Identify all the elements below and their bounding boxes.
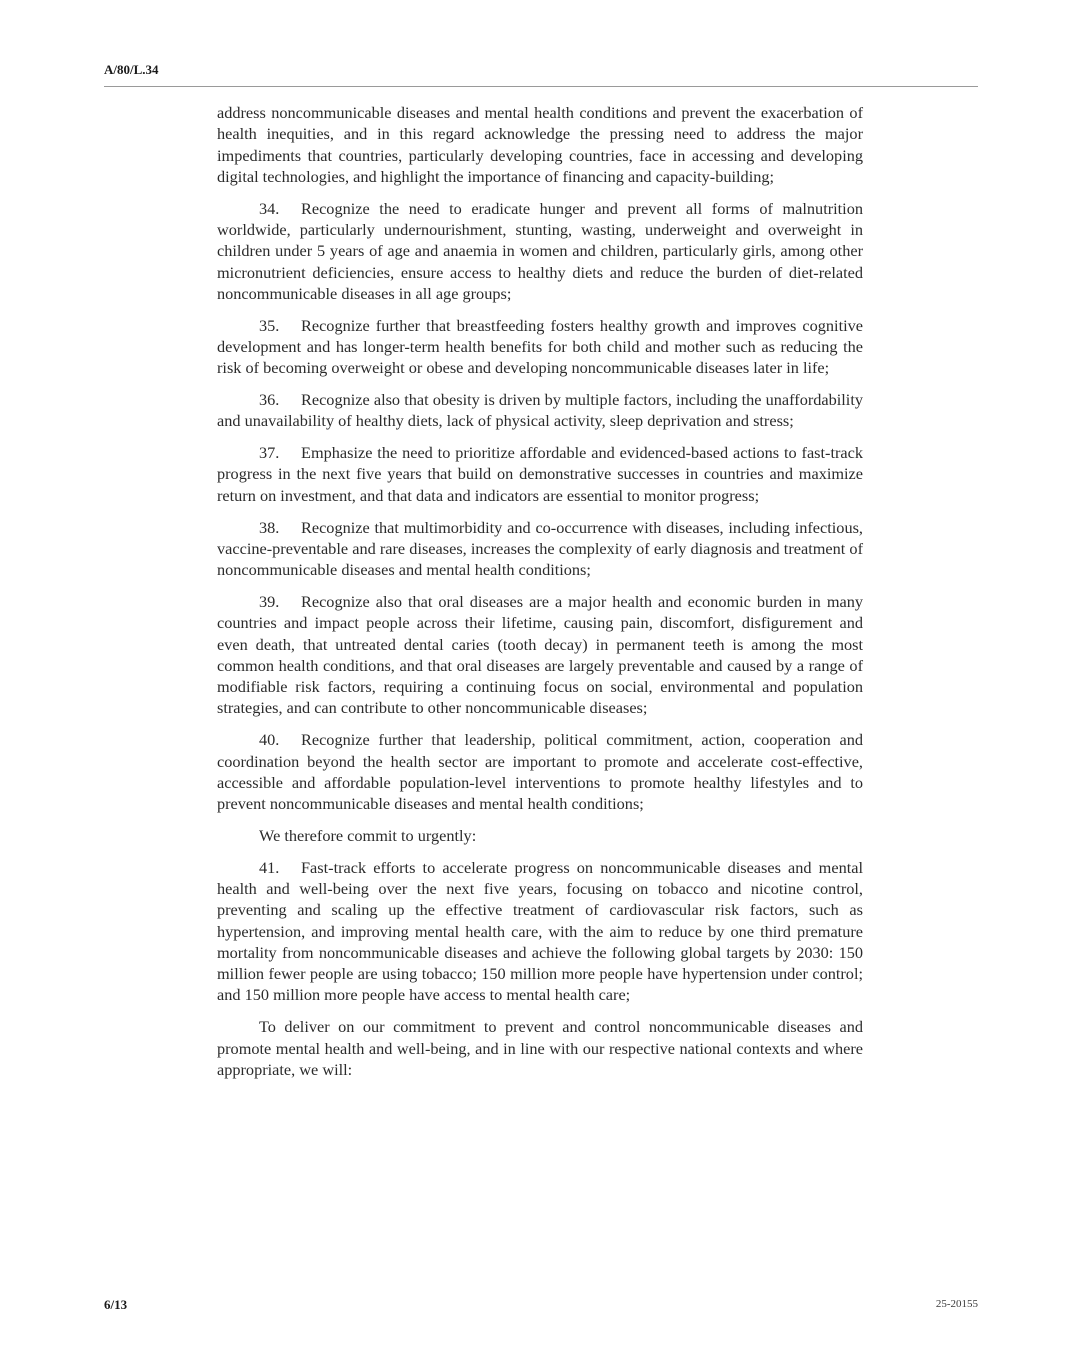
paragraph-35 <box>217 315 863 379</box>
paragraph-number: 34. <box>259 198 280 218</box>
paragraph-number: 39. <box>259 591 280 611</box>
paragraph-number: 37. <box>259 443 280 463</box>
paragraph-39 <box>217 591 863 719</box>
paragraph-number: 41. <box>259 857 280 877</box>
paragraph-text: Emphasize the need to prioritize affordable and evidenced-based actions to fast-track progress in the next five years that build on demonstrative successes in countries and maximize return on investment, and that data and indicators are essential to monitor progress; <box>217 443 863 505</box>
paragraph-36 <box>217 389 863 432</box>
paragraph-text: Recognize further that breastfeeding fosters healthy growth and improves cognitive development and has longer-term health benefits for both child and mother such as reducing the risk of becoming overweight or obese and developing noncommunicable diseases later in life; <box>217 315 863 378</box>
paragraph-text: Fast-track efforts to accelerate progress on noncommunicable diseases and mental health and well-being over the next five years, focusing on tobacco and nicotine control, preventing and scaling up the effective treatment of cardiovascular risk factors, such as hypertension, and improving mental health care, with the aim to reduce by one third premature mortality from noncommunicable diseases and achieve the following global targets by 2030: 150 million fewer people are using tobacco; 150 million more people have hypertension under control; and 150 million more people have access to mental health care; <box>217 857 863 1005</box>
paragraph-text: Recognize also that obesity is driven by multiple factors, including the unaffordability and unavailability of healthy diets, lack of physical activity, sleep deprivation and stress; <box>217 390 863 431</box>
paragraph-number: 38. <box>259 517 280 537</box>
paragraph-text: Recognize the need to eradicate hunger and prevent all forms of malnutrition worldwide, particularly undernourishment, stunting, wasting, underweight and overweight in children under 5 years of age and anaemia in women and children, particularly girls, among other micronutrient deficiencies, ensure access to healthy diets and reduce the burden of diet-related noncommunicable diseases in all age groups; <box>217 198 863 303</box>
continuation-paragraph <box>217 102 863 187</box>
paragraph-text: Recognize further that leadership, political commitment, action, cooperation and coordination beyond the health sector are important to promote and accelerate cost-effective, accessible and affordable population-level interventions to promote healthy lifestyles and to prevent noncommunicable diseases and mental health conditions; <box>217 730 863 814</box>
paragraph-40 <box>217 729 863 814</box>
paragraph-text: address noncommunicable diseases and mental health conditions and prevent the exacerbation of health inequities, and in this regard acknowledge the pressing need to address the major impediments that countries, particularly developing countries, face in accessing and developing digital technologies, and highlight the importance of financing and capacity-building; <box>217 103 863 186</box>
delivery-intro <box>217 1016 863 1080</box>
paragraph-text: Recognize also that oral diseases are a major health and economic burden in many countries and impact people across their lifetime, causing pain, discomfort, disfigurement and even death, that untreated dental caries (tooth decay) in permanent teeth is among the most common health conditions, and that oral diseases are largely preventable and caused by a range of modifiable risk factors, requiring a continuing focus on social, environmental and population strategies, and can contribute to other noncommunicable diseases; <box>217 591 863 718</box>
paragraph-38 <box>217 517 863 581</box>
paragraph-34 <box>217 198 863 304</box>
paragraph-number: 40. <box>259 730 280 750</box>
paragraph-text: Recognize that multimorbidity and co-occurrence with diseases, including infectious, vaccine-preventable and rare diseases, increases the complexity of early diagnosis and treatment of noncommunicable diseases and mental health conditions; <box>217 517 863 580</box>
page-number: 6/13 <box>104 1297 128 1312</box>
paragraph-number: 35. <box>259 315 280 335</box>
commitment-intro <box>217 825 863 846</box>
document-symbol: A/80/L.34 <box>104 62 159 77</box>
job-number: 25-20155 <box>935 1298 978 1310</box>
paragraph-text: To deliver on our commitment to prevent and control noncommunicable diseases and promote mental health and well-being, and in line with our respective national contexts and where appropriate, we will: <box>217 1017 863 1079</box>
paragraph-37 <box>217 442 863 506</box>
paragraph-text: We therefore commit to urgently: <box>259 825 477 845</box>
paragraph-41 <box>217 857 863 1006</box>
paragraph-number: 36. <box>259 390 280 410</box>
document-body <box>217 102 863 1091</box>
header-divider <box>104 86 978 87</box>
